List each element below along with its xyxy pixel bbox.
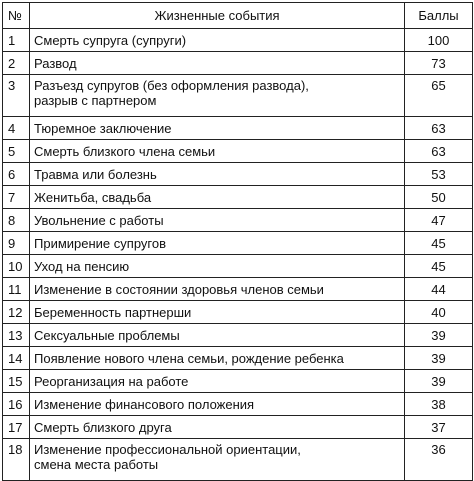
row-number: 15 (3, 370, 30, 393)
table-row (3, 324, 473, 347)
row-number: 6 (3, 163, 30, 186)
row-number: 16 (3, 393, 30, 416)
row-number: 9 (3, 232, 30, 255)
table-row (3, 52, 473, 75)
row-number: 14 (3, 347, 30, 370)
row-number: 5 (3, 140, 30, 163)
row-event: Увольнение с работы (30, 209, 405, 232)
row-event-line-2: смена места работы (34, 457, 159, 472)
row-number: 18 (3, 439, 30, 481)
table-row (3, 416, 473, 439)
table-row (3, 439, 473, 481)
row-number: 3 (3, 75, 30, 117)
row-score: 47 (405, 209, 473, 232)
row-score: 45 (405, 255, 473, 278)
row-event: Изменение в состоянии здоровья членов семьи (30, 278, 405, 301)
row-event (30, 75, 405, 117)
table-header-row (3, 3, 473, 29)
row-score: 37 (405, 416, 473, 439)
row-score: 100 (405, 29, 473, 52)
table-row (3, 232, 473, 255)
row-event: Развод (30, 52, 405, 75)
table-row (3, 370, 473, 393)
row-event: Смерть близкого друга (30, 416, 405, 439)
row-score: 40 (405, 301, 473, 324)
row-score: 63 (405, 140, 473, 163)
row-score: 45 (405, 232, 473, 255)
table-row (3, 278, 473, 301)
row-score: 39 (405, 347, 473, 370)
row-event-line-2: разрыв с партнером (34, 93, 157, 108)
row-score: 65 (405, 75, 473, 117)
row-event: Сексуальные проблемы (30, 324, 405, 347)
table-row (3, 255, 473, 278)
row-event: Смерть супруга (супруги) (30, 29, 405, 52)
row-event: Смерть близкого члена семьи (30, 140, 405, 163)
row-score: 36 (405, 439, 473, 481)
row-number: 11 (3, 278, 30, 301)
row-number: 10 (3, 255, 30, 278)
row-event-line-1: Разъезд супругов (без оформления развода), (34, 78, 309, 93)
row-event: Появление нового члена семьи, рождение ребенка (30, 347, 405, 370)
row-score: 50 (405, 186, 473, 209)
row-number: 1 (3, 29, 30, 52)
row-score: 44 (405, 278, 473, 301)
row-event: Примирение супругов (30, 232, 405, 255)
row-event: Женитьба, свадьба (30, 186, 405, 209)
table-row (3, 163, 473, 186)
life-events-table (2, 2, 473, 481)
row-event: Травма или болезнь (30, 163, 405, 186)
row-event (30, 439, 405, 481)
row-number: 2 (3, 52, 30, 75)
table-row (3, 140, 473, 163)
row-event: Реорганизация на работе (30, 370, 405, 393)
table-row (3, 209, 473, 232)
life-events-table-container (2, 2, 473, 481)
row-number: 13 (3, 324, 30, 347)
header-number: № (3, 3, 30, 29)
row-event: Беременность партнерши (30, 301, 405, 324)
row-event: Уход на пенсию (30, 255, 405, 278)
table-row (3, 75, 473, 117)
row-number: 8 (3, 209, 30, 232)
table-row (3, 29, 473, 52)
row-score: 38 (405, 393, 473, 416)
row-score: 73 (405, 52, 473, 75)
row-number: 4 (3, 117, 30, 140)
header-event: Жизненные события (30, 3, 405, 29)
table-row (3, 347, 473, 370)
row-score: 53 (405, 163, 473, 186)
header-score: Баллы (405, 3, 473, 29)
row-score: 63 (405, 117, 473, 140)
table-row (3, 393, 473, 416)
row-score: 39 (405, 370, 473, 393)
table-row (3, 186, 473, 209)
row-number: 7 (3, 186, 30, 209)
row-event: Тюремное заключение (30, 117, 405, 140)
row-score: 39 (405, 324, 473, 347)
row-event-line-1: Изменение профессиональной ориентации, (34, 442, 301, 457)
table-row (3, 301, 473, 324)
row-number: 12 (3, 301, 30, 324)
table-row (3, 117, 473, 140)
row-event: Изменение финансового положения (30, 393, 405, 416)
row-number: 17 (3, 416, 30, 439)
